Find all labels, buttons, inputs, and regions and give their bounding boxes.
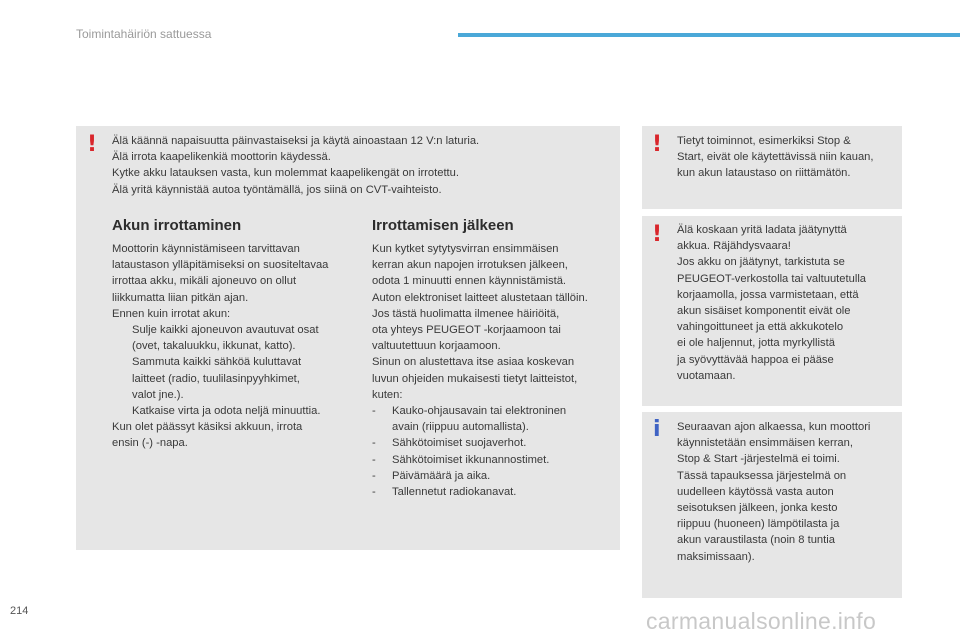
info-line: seisotuksen jälkeen, jonka kesto: [677, 502, 838, 515]
list-item: [372, 403, 617, 435]
warning-line: vahingoittuneet ja että akkukotelo: [677, 321, 844, 334]
paragraph-line: liikkumatta liian pitkän ajan.: [112, 291, 249, 304]
after-disconnect-content: [372, 241, 617, 500]
paragraph-line: kerran akun napojen irrotuksen jälkeen,: [372, 259, 568, 272]
warning-line: akun sisäiset komponentit eivät ole: [677, 305, 851, 318]
warning-icon: !: [87, 132, 98, 157]
page-number: 214: [10, 605, 29, 617]
paragraph-line: Auton elektroniset laitteet alustetaan tällöin.: [372, 291, 588, 304]
info-line: akun varaustilasta (noin 8 tuntia: [677, 534, 835, 547]
watermark-text: carmanualsonline.info: [646, 608, 877, 634]
info-line: Tässä tapauksessa järjestelmä on: [677, 469, 847, 482]
info-line: Seuraavan ajon alkaessa, kun moottori: [677, 421, 871, 433]
paragraph-line: kuten:: [372, 388, 403, 401]
dash-marker: -: [372, 405, 376, 418]
warning-line: PEUGEOT-verkostolla tai valtuutetulla: [677, 272, 867, 285]
section-title-after-disconnect: Irrottamisen jälkeen: [372, 217, 514, 234]
warning-icon: !: [652, 132, 663, 157]
paragraph-line: valtuutettuun korjaamoon.: [372, 340, 501, 353]
list-item: [112, 403, 362, 419]
side-info-text: [677, 419, 899, 565]
warning-line: akkua. Räjähdysvaara!: [677, 240, 791, 253]
warning-line: Älä käännä napaisuutta päinvastaiseksi ja käytä ainoastaan 12 V:n laturia.: [112, 135, 480, 147]
warning-line: Älä koskaan yritä ladata jäätynyttä: [677, 224, 847, 236]
paragraph-line: Kun olet päässyt käsiksi akkuun, irrota: [112, 421, 303, 434]
list-item-line: Sammuta kaikki sähköä kuluttavat: [132, 356, 302, 369]
warning-line: kun akun lataustaso on riittämätön.: [677, 167, 851, 180]
warning-line: ja syövyttävää happoa ei pääse: [677, 353, 834, 366]
paragraph-line: ota yhteys PEUGEOT -korjaamoon tai: [372, 324, 561, 337]
list-item-line: Sähkötoimiset ikkunannostimet.: [392, 453, 550, 466]
info-line: maksimissaan).: [677, 550, 755, 563]
list-item-line: (ovet, takaluukku, ikkunat, katto).: [132, 340, 296, 353]
side-warning-text-stop-start: [677, 133, 899, 182]
paragraph-line: irrottaa akku, mikäli ajoneuvo on ollut: [112, 275, 297, 288]
paragraph-line: Ennen kuin irrotat akun:: [112, 307, 231, 320]
dash-marker: -: [372, 469, 376, 482]
info-icon: i: [653, 417, 661, 442]
warning-line: vuotamaan.: [677, 369, 736, 382]
list-item: [372, 468, 617, 484]
list-item-line: Sähkötoimiset suojaverhot.: [392, 437, 527, 450]
section-title-battery-disconnect: Akun irrottaminen: [112, 217, 242, 234]
header-accent-bar: [458, 33, 960, 37]
paragraph-line: Jos tästä huolimatta ilmenee häiriöitä,: [372, 307, 560, 320]
warning-line: Jos akku on jäätynyt, tarkistuta se: [677, 256, 845, 269]
list-item-line: laitteet (radio, tuulilasinpyyhkimet,: [132, 372, 300, 385]
warning-line: ei ole haljennut, jotta myrkyllistä: [677, 337, 835, 350]
info-line: käynnistetään ensimmäisen kerran,: [677, 437, 853, 450]
warning-line: Älä irrota kaapelikenkiä moottorin käydessä.: [112, 151, 331, 164]
list-item-line: Katkaise virta ja odota neljä minuuttia.: [132, 405, 321, 418]
paragraph-line: ensin (-) -napa.: [112, 437, 188, 450]
side-warning-text-frozen-battery: [677, 222, 899, 384]
warning-line: Tietyt toiminnot, esimerkiksi Stop &: [677, 135, 851, 147]
list-item: [372, 484, 617, 500]
list-item-line: avain (riippuu automallista).: [392, 421, 529, 434]
list-item-line: valot jne.).: [132, 388, 184, 401]
dash-marker: -: [372, 453, 376, 466]
warning-line: korjaamolla, jossa varmistetaan, että: [677, 288, 859, 301]
warning-icon: !: [652, 222, 663, 247]
warning-line: Kytke akku latauksen vasta, kun molemmat kaapelikengät on irrotettu.: [112, 167, 459, 180]
top-warning-text: [112, 133, 612, 198]
info-line: uudelleen käytössä vasta auton: [677, 485, 834, 498]
warning-line: Start, eivät ole käytettävissä niin kauan,: [677, 151, 874, 164]
dash-marker: -: [372, 437, 376, 450]
list-item-line: Kauko-ohjausavain tai elektroninen: [392, 405, 567, 418]
list-item: [112, 322, 362, 354]
info-line: riippuu (huoneen) lämpötilasta ja: [677, 518, 840, 531]
info-line: Stop & Start -järjestelmä ei toimi.: [677, 453, 840, 466]
list-item: [372, 452, 617, 468]
battery-disconnect-content: [112, 241, 362, 452]
dash-marker: -: [372, 486, 376, 499]
page-header-title: Toimintahäiriön sattuessa: [76, 27, 212, 41]
warning-line: Älä yritä käynnistää autoa työntämällä, jos siinä on CVT-vaihteisto.: [112, 183, 442, 196]
paragraph-line: lataustason ylläpitämiseksi on suositeltavaa: [112, 259, 329, 272]
list-item: [112, 354, 362, 403]
list-item-line: Tallennetut radiokanavat.: [392, 486, 517, 499]
paragraph-line: Moottorin käynnistämiseen tarvittavan: [112, 243, 300, 255]
paragraph-line: luvun ohjeiden mukaisesti tietyt laitteistot,: [372, 372, 578, 385]
list-item: [372, 435, 617, 451]
list-item-line: Sulje kaikki ajoneuvon avautuvat osat: [132, 324, 319, 337]
paragraph-line: Sinun on alustettava itse asiaa koskevan: [372, 356, 575, 369]
list-item-line: Päivämäärä ja aika.: [392, 469, 491, 482]
paragraph-line: Kun kytket sytytysvirran ensimmäisen: [372, 243, 559, 255]
paragraph-line: odota 1 minuutti ennen käynnistämistä.: [372, 275, 567, 288]
